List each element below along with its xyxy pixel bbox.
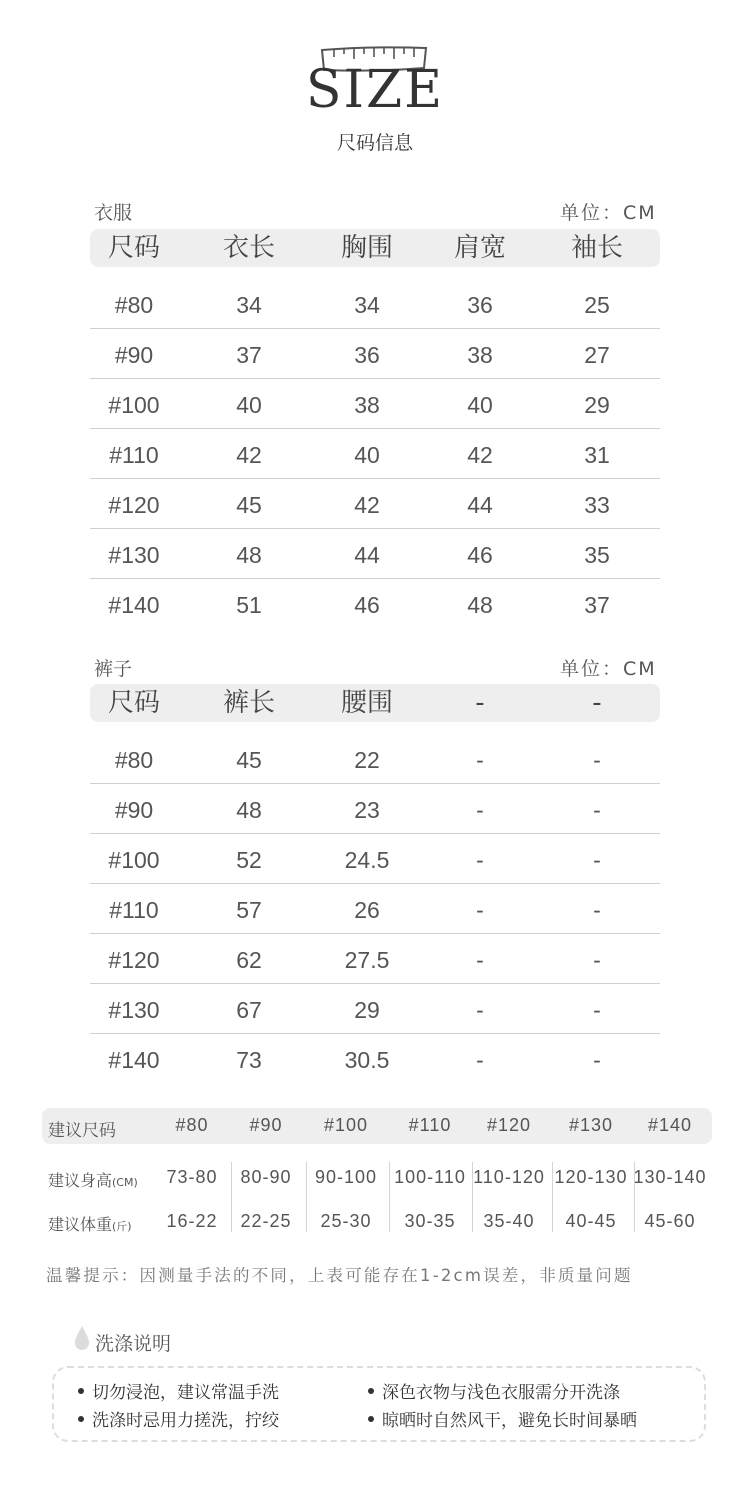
table-cell: - <box>476 847 484 873</box>
row-divider <box>90 328 660 329</box>
row-divider <box>90 833 660 834</box>
column-divider <box>472 1162 473 1232</box>
table-cell: 29 <box>354 997 380 1023</box>
table-row <box>90 530 660 580</box>
table-cell: 35 <box>584 542 610 568</box>
table-cell: 62 <box>236 947 262 973</box>
table-cell: 52 <box>236 847 262 873</box>
recommend-size: #90 <box>249 1115 283 1135</box>
table-cell: - <box>593 747 601 773</box>
page-title: SIZE <box>305 60 445 120</box>
table-cell: #100 <box>108 392 160 418</box>
recommend-weight: 40-45 <box>565 1211 617 1231</box>
table-cell: 44 <box>467 492 493 518</box>
recommend-size: #130 <box>568 1115 614 1135</box>
page-subtitle: 尺码信息 <box>336 132 413 154</box>
table-row <box>90 1035 660 1085</box>
column-header: 腰围 <box>340 688 393 718</box>
table-cell: 42 <box>467 442 493 468</box>
table-cell: 48 <box>467 592 493 618</box>
table-cell: - <box>593 847 601 873</box>
table-cell: 36 <box>467 292 493 318</box>
clothes-unit-label: 单位：CM <box>560 202 657 224</box>
table-cell: 40 <box>467 392 493 418</box>
bullet-icon <box>368 1416 374 1422</box>
table-cell: 38 <box>467 342 493 368</box>
table-cell: #140 <box>108 1047 160 1073</box>
table-cell: - <box>476 897 484 923</box>
table-cell: 36 <box>354 342 380 368</box>
table-cell: 42 <box>354 492 380 518</box>
table-cell: 45 <box>236 492 262 518</box>
table-cell: 33 <box>584 492 610 518</box>
table-cell: 29 <box>584 392 610 418</box>
table-cell: - <box>476 797 484 823</box>
table-cell: #140 <box>108 592 160 618</box>
table-cell: - <box>476 997 484 1023</box>
row-divider <box>90 478 660 479</box>
table-cell: #130 <box>108 997 160 1023</box>
table-cell: #100 <box>108 847 160 873</box>
row-divider <box>90 783 660 784</box>
table-cell: 24.5 <box>344 847 390 873</box>
column-header: 肩宽 <box>453 233 506 263</box>
table-cell: 73 <box>236 1047 262 1073</box>
table-cell: 23 <box>354 797 380 823</box>
table-cell: 26 <box>354 897 380 923</box>
table-cell: - <box>476 947 484 973</box>
table-cell: - <box>593 1047 601 1073</box>
table-row <box>90 280 660 330</box>
table-cell: 38 <box>354 392 380 418</box>
column-header: 衣长 <box>222 233 275 263</box>
table-cell: - <box>593 897 601 923</box>
table-cell: #90 <box>114 342 154 368</box>
table-row <box>90 430 660 480</box>
table-cell: #110 <box>109 442 159 468</box>
column-header: 袖长 <box>570 233 623 263</box>
recommend-weight-label: 建议体重(斤) <box>48 1215 132 1234</box>
water-drop-icon <box>72 1324 92 1352</box>
row-divider <box>90 528 660 529</box>
recommend-weight: 25-30 <box>320 1211 372 1231</box>
table-cell: #90 <box>114 797 154 823</box>
pants-table-header <box>90 684 660 722</box>
table-cell: - <box>593 797 601 823</box>
table-cell: - <box>476 747 484 773</box>
recommend-height: 120-130 <box>554 1167 628 1187</box>
recommend-size: #80 <box>175 1115 209 1135</box>
column-header: 尺码 <box>107 233 160 263</box>
bullet-icon <box>368 1388 374 1394</box>
table-cell: 46 <box>354 592 380 618</box>
row-divider <box>90 428 660 429</box>
recommend-weight: 30-35 <box>404 1211 456 1231</box>
table-cell: 30.5 <box>344 1047 390 1073</box>
table-cell: 22 <box>354 747 380 773</box>
recommend-weight: 35-40 <box>483 1211 535 1231</box>
recommend-height: 80-90 <box>240 1167 292 1187</box>
table-row <box>90 580 660 630</box>
recommend-size: #120 <box>486 1115 532 1135</box>
row-divider <box>90 983 660 984</box>
recommend-height: 73-80 <box>166 1167 218 1187</box>
table-cell: 48 <box>236 542 262 568</box>
column-divider <box>389 1162 390 1232</box>
column-header: 胸围 <box>340 233 393 263</box>
table-row <box>90 885 660 935</box>
table-row <box>90 985 660 1035</box>
wash-section-title: 洗涤说明 <box>95 1333 172 1355</box>
table-row <box>90 835 660 885</box>
recommend-weight: 45-60 <box>644 1211 696 1231</box>
table-cell: 31 <box>584 442 610 468</box>
column-header: - <box>592 688 602 718</box>
table-cell: 37 <box>584 592 610 618</box>
column-divider <box>231 1162 232 1232</box>
row-divider <box>90 933 660 934</box>
table-cell: - <box>593 997 601 1023</box>
table-cell: #80 <box>114 292 154 318</box>
recommend-weight: 16-22 <box>166 1211 218 1231</box>
wash-item: 洗涤时忌用力搓洗，拧绞 <box>78 1406 279 1431</box>
wash-item: 晾晒时自然风干，避免长时间暴晒 <box>368 1406 637 1431</box>
table-cell: 34 <box>236 292 262 318</box>
column-header: 裤长 <box>222 688 275 718</box>
column-header: - <box>475 688 485 718</box>
column-header: 尺码 <box>107 688 160 718</box>
table-cell: 27.5 <box>344 947 390 973</box>
table-cell: 48 <box>236 797 262 823</box>
table-cell: 37 <box>236 342 262 368</box>
table-cell: #80 <box>114 747 154 773</box>
recommend-size-label: 建议尺码 <box>48 1121 116 1141</box>
table-cell: #130 <box>108 542 160 568</box>
column-divider <box>634 1162 635 1232</box>
pants-unit-label: 单位：CM <box>560 658 657 680</box>
recommend-height: 90-100 <box>314 1167 378 1187</box>
table-cell: - <box>476 1047 484 1073</box>
clothes-section-label: 衣服 <box>94 202 133 224</box>
table-cell: 40 <box>354 442 380 468</box>
pants-section-label: 裤子 <box>94 658 133 680</box>
table-cell: 40 <box>236 392 262 418</box>
table-cell: #120 <box>108 947 160 973</box>
row-divider <box>90 578 660 579</box>
table-row <box>90 735 660 785</box>
recommend-height: 130-140 <box>633 1167 707 1187</box>
wash-item: 深色衣物与浅色衣服需分开洗涤 <box>368 1378 620 1403</box>
table-row <box>90 380 660 430</box>
recommend-height-label: 建议身高(CM) <box>48 1171 138 1190</box>
table-cell: 44 <box>354 542 380 568</box>
recommend-size: #110 <box>408 1115 452 1135</box>
table-cell: 46 <box>467 542 493 568</box>
recommend-size: #100 <box>323 1115 369 1135</box>
row-divider <box>90 883 660 884</box>
wash-item: 切勿浸泡，建议常温手洗 <box>78 1378 279 1403</box>
table-cell: 45 <box>236 747 262 773</box>
table-row <box>90 785 660 835</box>
row-divider <box>90 378 660 379</box>
recommend-height: 110-120 <box>473 1167 545 1187</box>
table-cell: #120 <box>108 492 160 518</box>
column-divider <box>306 1162 307 1232</box>
bullet-icon <box>78 1388 84 1394</box>
recommend-size: #140 <box>647 1115 693 1135</box>
table-cell: 42 <box>236 442 262 468</box>
table-row <box>90 330 660 380</box>
table-cell: 57 <box>236 897 262 923</box>
table-cell: 27 <box>584 342 610 368</box>
table-row <box>90 935 660 985</box>
clothes-table-header <box>90 229 660 267</box>
measurement-tip: 温馨提示：因测量手法的不同，上表可能存在1-2cm误差，非质量问题 <box>46 1266 633 1285</box>
row-divider <box>90 1033 660 1034</box>
recommend-height: 100-110 <box>394 1167 466 1187</box>
table-cell: - <box>593 947 601 973</box>
bullet-icon <box>78 1416 84 1422</box>
recommend-weight: 22-25 <box>240 1211 292 1231</box>
table-row <box>90 480 660 530</box>
table-cell: 25 <box>584 292 610 318</box>
table-cell: 51 <box>236 592 262 618</box>
table-cell: 34 <box>354 292 380 318</box>
column-divider <box>552 1162 553 1232</box>
table-cell: #110 <box>109 897 159 923</box>
table-cell: 67 <box>236 997 262 1023</box>
wash-instructions-box <box>52 1366 706 1442</box>
